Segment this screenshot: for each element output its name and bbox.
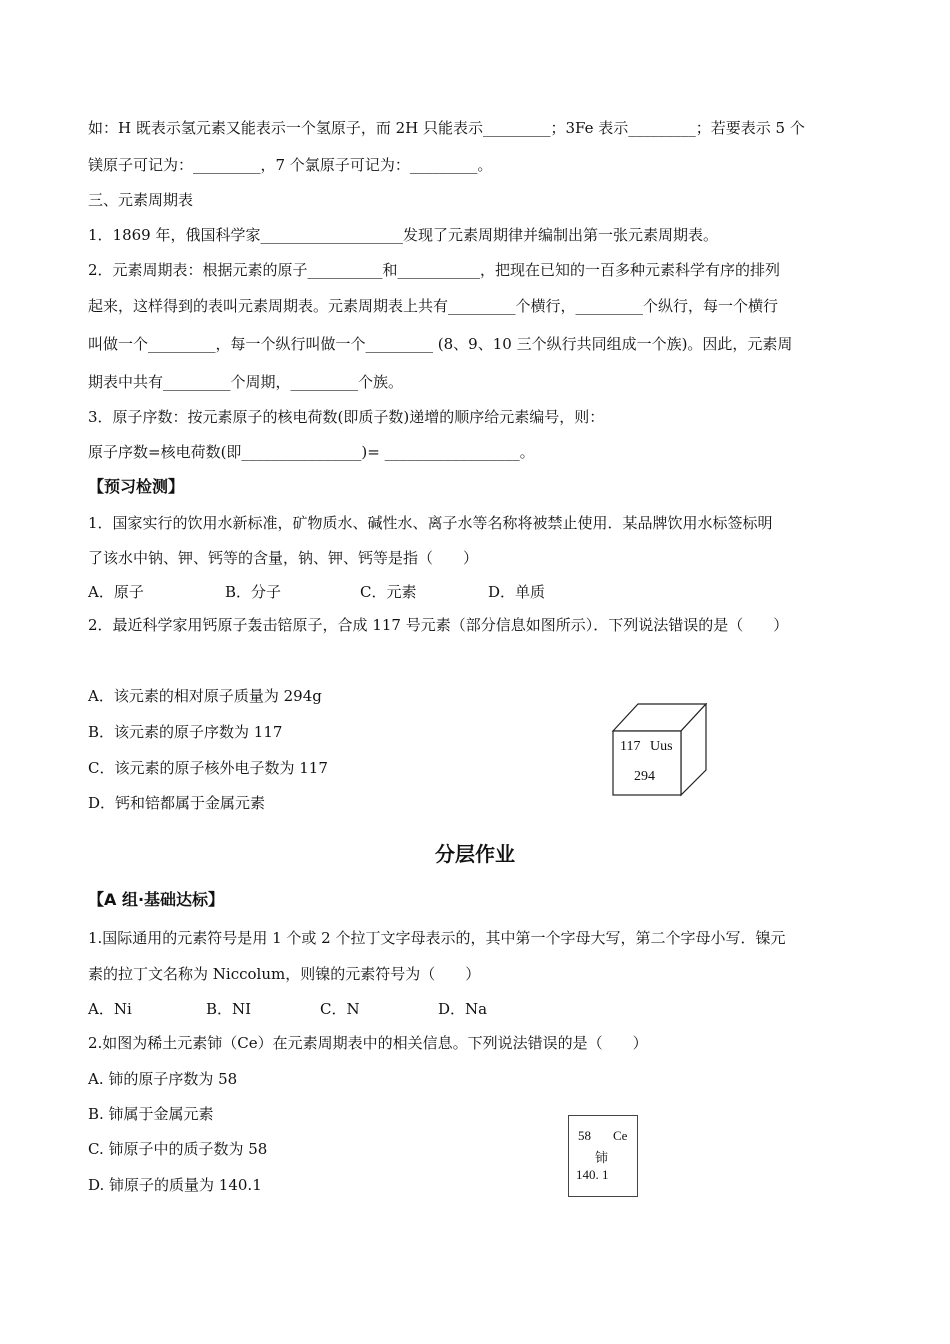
option: B．分子 bbox=[225, 583, 282, 601]
element-number: 117 bbox=[620, 739, 641, 754]
question-text: 2．最近科学家用钙原子轰击锫原子，合成 117 号元素（部分信息如图所示）．下列说法错误的是（ ） bbox=[88, 616, 789, 634]
options-row bbox=[88, 582, 545, 602]
option: A．该元素的相对原子质量为 294g bbox=[88, 687, 322, 705]
element-cube-figure bbox=[612, 703, 707, 802]
group-heading: 【A 组·基础达标】 bbox=[88, 890, 225, 909]
option: A．Ni bbox=[88, 1000, 132, 1018]
option: B．NI bbox=[206, 1000, 252, 1018]
option: B．该元素的原子序数为 117 bbox=[88, 723, 283, 741]
element-symbol: Uus bbox=[650, 739, 673, 754]
element-card-figure bbox=[568, 1115, 638, 1197]
question-text: 1．国家实行的饮用水新标准，矿物质水、碱性水、离子水等名称将被禁止使用．某品牌饮用水标签标明 bbox=[88, 514, 773, 532]
question-text: 2.如图为稀土元素铈（Ce）在元素周期表中的相关信息。下列说法错误的是（ ） bbox=[88, 1034, 648, 1052]
text-line: 原子序数=核电荷数(即________________)= __________________。 bbox=[88, 443, 535, 461]
text-line: 叫做一个_________，每一个纵行叫做一个_________ (8、9、10 三个纵行共同组成一个族)。因此，元素周 bbox=[88, 335, 793, 353]
element-mass: 294 bbox=[634, 769, 655, 784]
option: A. 铈的原子序数为 58 bbox=[88, 1070, 238, 1088]
text-line: 2．元素周期表：根据元素的原子__________和___________，把现在已知的一百多种元素科学有序的排列 bbox=[88, 261, 781, 279]
option: C．N bbox=[320, 1000, 360, 1018]
text-line: 镁原子可记为：_________，7 个氯原子可记为：_________。 bbox=[88, 156, 493, 174]
options-row bbox=[88, 999, 487, 1019]
question-text: 素的拉丁文名称为 Niccolum，则镍的元素符号为（ ） bbox=[88, 965, 481, 983]
option: B. 铈属于金属元素 bbox=[88, 1105, 214, 1123]
text-line: 期表中共有_________个周期，_________个族。 bbox=[88, 373, 404, 391]
text-line: 1．1869 年，俄国科学家___________________发现了元素周期律并编制出第一张元素周期表。 bbox=[88, 226, 718, 244]
question-text: 1.国际通用的元素符号是用 1 个或 2 个拉丁文字母表示的，其中第一个字母大写，第二个字母小写．镍元 bbox=[88, 929, 786, 947]
question-text: 了该水中钠、钾、钙等的含量，钠、钾、钙等是指（ ） bbox=[88, 549, 479, 567]
option: D．Na bbox=[438, 1000, 488, 1018]
element-mass: 140. 1 bbox=[576, 1167, 609, 1182]
option: D．单质 bbox=[488, 583, 546, 601]
option: D. 铈原子的质量为 140.1 bbox=[88, 1176, 262, 1194]
text-line: 起来，这样得到的表叫元素周期表。元素周期表上共有_________个横行，_________个纵行，每一个横行 bbox=[88, 297, 779, 315]
section-heading: 三、元素周期表 bbox=[88, 191, 194, 209]
option: C. 铈原子中的质子数为 58 bbox=[88, 1140, 268, 1158]
option: C．元素 bbox=[360, 583, 417, 601]
option: C．该元素的原子核外电子数为 117 bbox=[88, 759, 328, 777]
option: A．原子 bbox=[88, 583, 144, 601]
text-line: 如：H 既表示氢元素又能表示一个氢原子，而 2H 只能表示_________；3Fe 表示_________；若要表示 5 个 bbox=[88, 119, 805, 137]
element-name: 铈 bbox=[595, 1151, 609, 1166]
option: D．钙和锫都属于金属元素 bbox=[88, 794, 266, 812]
element-symbol: Ce bbox=[613, 1128, 628, 1143]
page-title: 分层作业 bbox=[435, 842, 515, 866]
element-number: 58 bbox=[578, 1128, 591, 1143]
text-line: 3．原子序数：按元素原子的核电荷数(即质子数)递增的顺序给元素编号，则： bbox=[88, 408, 605, 426]
preview-heading: 【预习检测】 bbox=[88, 477, 185, 496]
